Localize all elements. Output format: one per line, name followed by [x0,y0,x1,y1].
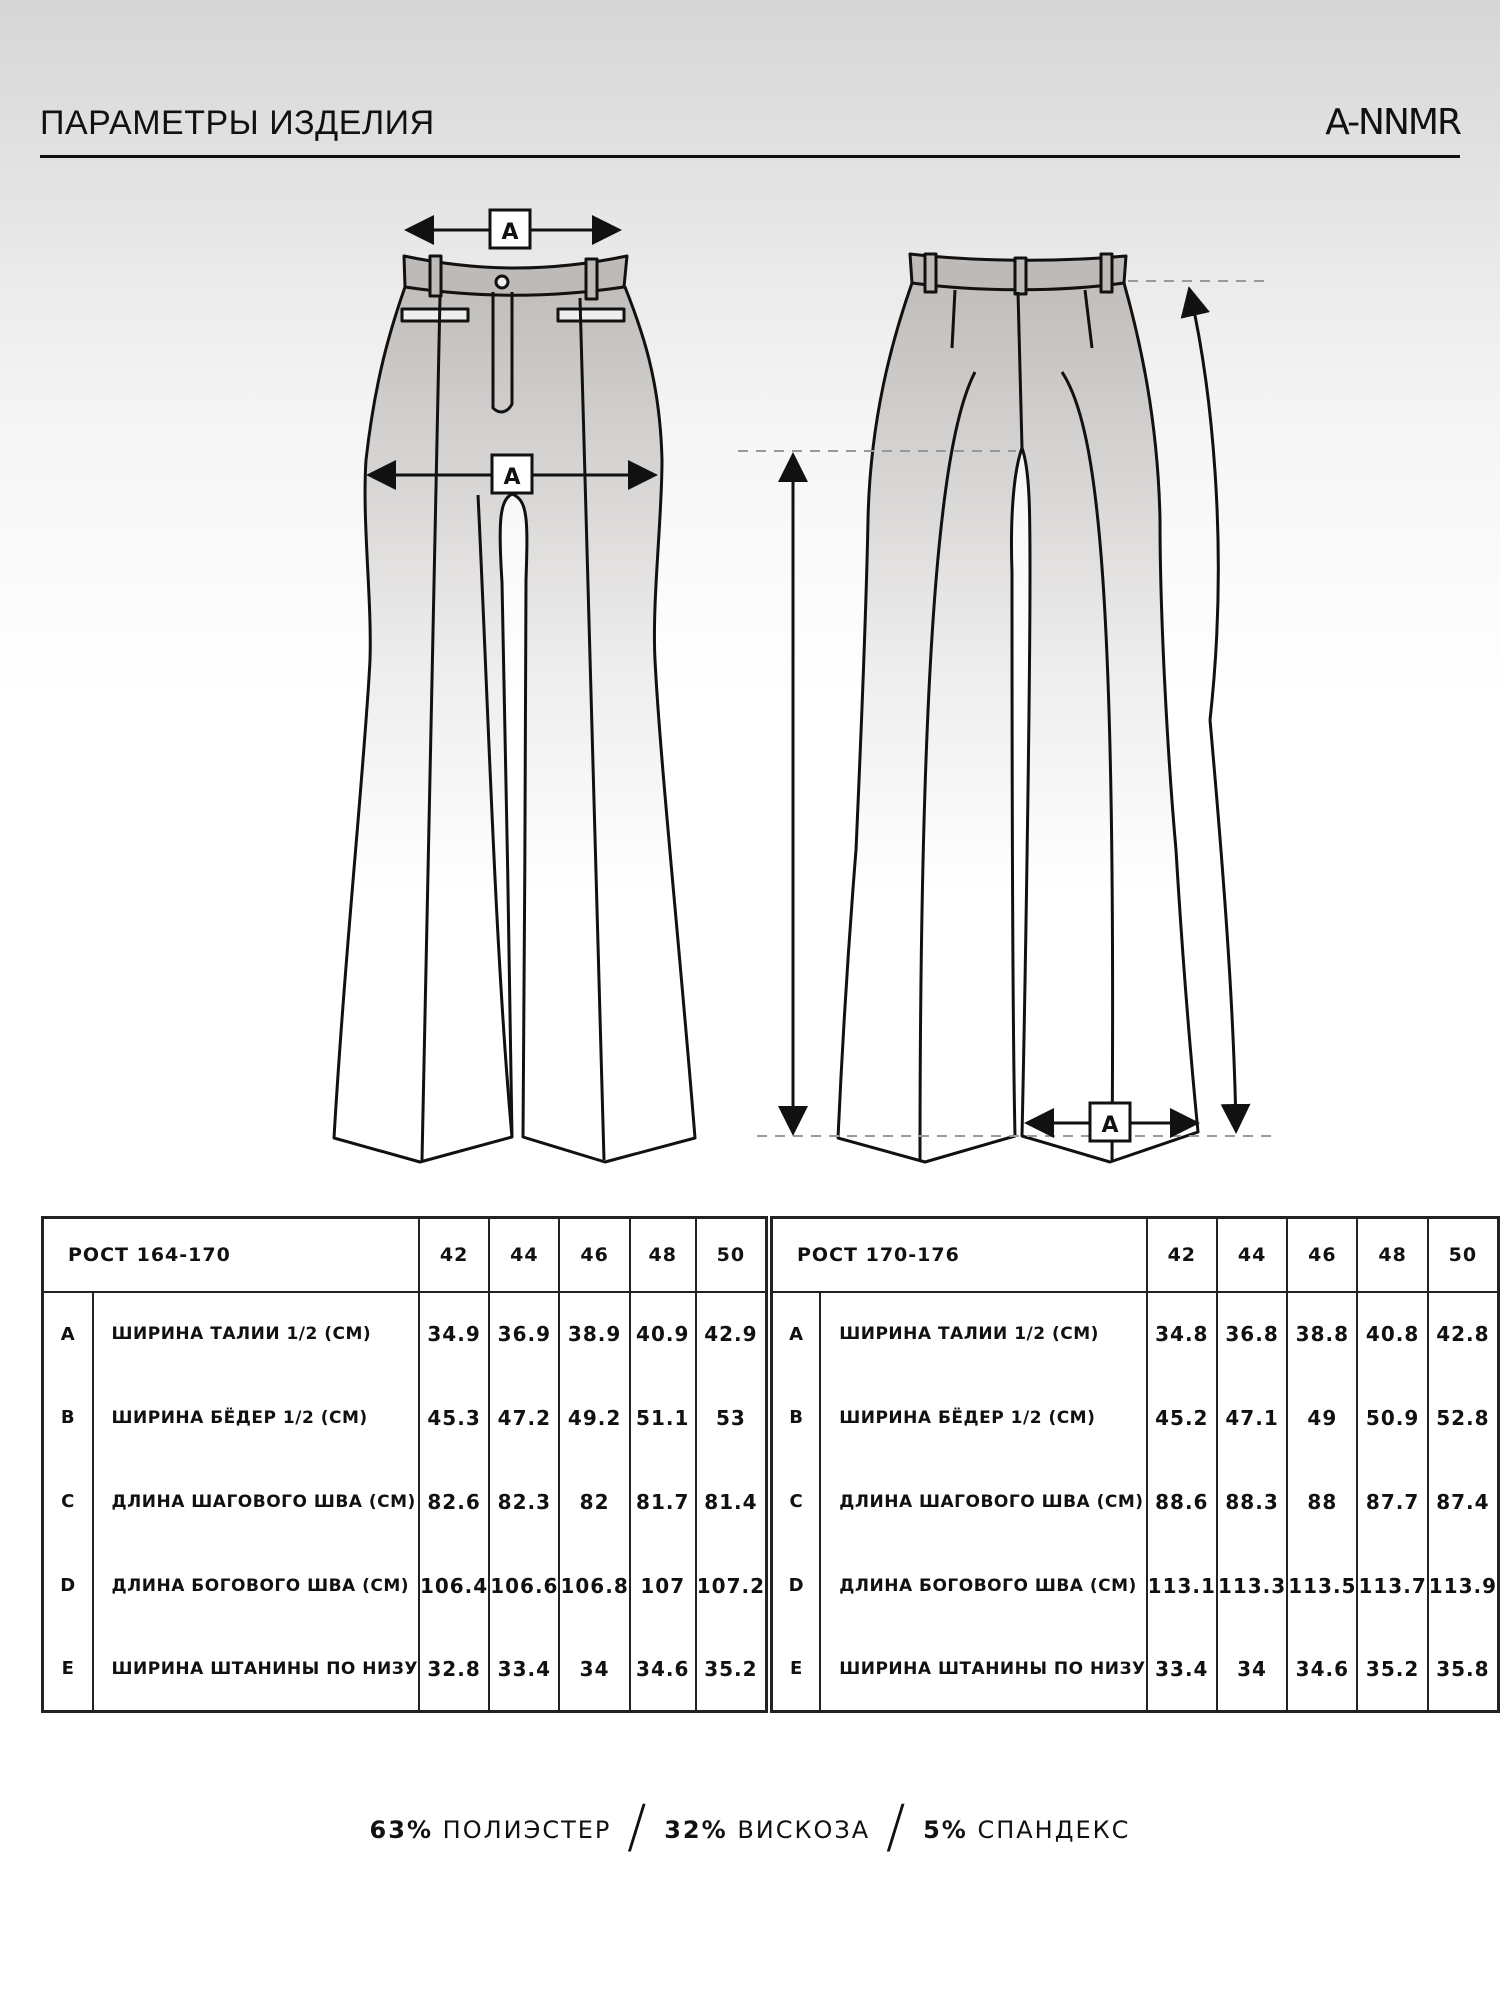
param-name: ШИРИНА ТАЛИИ 1/2 (СМ) [93,1292,419,1376]
table-row [43,1376,767,1460]
waist-measurement-arrow [410,210,616,248]
composition-percent: 32% [664,1816,728,1844]
value-cell: 45.2 [1147,1376,1217,1460]
table-row [43,1292,767,1376]
value-cell: 34.6 [1287,1628,1357,1712]
value-cell: 36.9 [489,1292,559,1376]
marker-label: A [503,465,521,490]
value-cell: 33.4 [489,1628,559,1712]
belt-loop [1101,254,1112,292]
value-cell: 113.3 [1217,1544,1287,1628]
size-header: 42 [1147,1218,1217,1292]
param-name: ДЛИНА ШАГОВОГО ШВА (СМ) [820,1460,1146,1544]
value-cell: 34.9 [419,1292,489,1376]
belt-loop [925,254,936,292]
row-letter: B [43,1376,93,1460]
size-header: 48 [630,1218,696,1292]
back-view [838,254,1198,1162]
value-cell: 35.2 [1357,1628,1427,1712]
size-header: 46 [1287,1218,1357,1292]
value-cell: 106.6 [489,1544,559,1628]
param-name: ДЛИНА БОГОВОГО ШВА (СМ) [820,1544,1146,1628]
table-row [772,1376,1499,1460]
value-cell: 47.1 [1217,1376,1287,1460]
value-cell: 32.8 [419,1628,489,1712]
value-cell: 106.8 [559,1544,629,1628]
composition-material: ВИСКОЗА [737,1816,871,1844]
size-header: 44 [489,1218,559,1292]
value-cell: 40.9 [630,1292,696,1376]
param-name: ШИРИНА ШТАНИНЫ ПО НИЗУ [820,1628,1146,1712]
value-cell: 113.7 [1357,1544,1427,1628]
value-cell: 34 [1217,1628,1287,1712]
value-cell: 34.6 [630,1628,696,1712]
value-cell: 34.8 [1147,1292,1217,1376]
composition-material: ПОЛИЭСТЕР [442,1816,612,1844]
row-letter: C [43,1460,93,1544]
marker-label: A [501,220,519,245]
value-cell: 42.9 [696,1292,767,1376]
param-name: ШИРИНА ТАЛИИ 1/2 (СМ) [820,1292,1146,1376]
belt-loop [586,259,597,299]
value-cell: 106.4 [419,1544,489,1628]
row-letter: B [772,1376,821,1460]
value-cell: 113.1 [1147,1544,1217,1628]
belt-loop [430,256,441,296]
row-letter: C [772,1460,821,1544]
value-cell: 38.8 [1287,1292,1357,1376]
value-cell: 49 [1287,1376,1357,1460]
fabric-composition [0,1792,1500,1866]
size-table-164-170 [41,1216,768,1713]
value-cell: 40.8 [1357,1292,1427,1376]
param-name: ШИРИНА БЁДЕР 1/2 (СМ) [93,1376,419,1460]
front-pocket-right [558,309,624,321]
value-cell: 88 [1287,1460,1357,1544]
param-name: ДЛИНА ШАГОВОГО ШВА (СМ) [93,1460,419,1544]
value-cell: 82.6 [419,1460,489,1544]
divider-slash: / [885,1792,908,1860]
value-cell: 107 [630,1544,696,1628]
row-letter: D [43,1544,93,1628]
size-table-170-176 [770,1216,1500,1713]
divider-slash: / [627,1792,649,1860]
size-header: 50 [696,1218,767,1292]
brand-logo: A-NNMR [1325,102,1460,143]
height-label: РОСТ 164-170 [43,1218,419,1292]
value-cell: 87.7 [1357,1460,1427,1544]
value-cell: 81.7 [630,1460,696,1544]
size-header: 48 [1357,1218,1427,1292]
value-cell: 81.4 [696,1460,767,1544]
value-cell: 52.8 [1428,1376,1499,1460]
value-cell: 35.2 [696,1628,767,1712]
table-row [43,1628,767,1712]
table-row [43,1460,767,1544]
value-cell: 35.8 [1428,1628,1499,1712]
row-letter: E [43,1628,93,1712]
value-cell: 42.8 [1428,1292,1499,1376]
table-row [772,1292,1499,1376]
marker-label: A [1101,1113,1119,1138]
value-cell: 88.3 [1217,1460,1287,1544]
row-letter: A [772,1292,821,1376]
table-row [772,1544,1499,1628]
composition-material: СПАНДЕКС [977,1816,1131,1844]
param-name: ШИРИНА ШТАНИНЫ ПО НИЗУ [93,1628,419,1712]
table-row [772,1628,1499,1712]
value-cell: 82.3 [489,1460,559,1544]
row-letter: A [43,1292,93,1376]
composition-percent: 5% [923,1816,968,1844]
waist-button [496,276,508,288]
row-letter: D [772,1544,821,1628]
value-cell: 49.2 [559,1376,629,1460]
side-seam-length-arrow [1190,292,1236,1128]
front-view [334,256,695,1162]
size-header: 42 [419,1218,489,1292]
front-pants-outline [334,287,695,1162]
value-cell: 113.5 [1287,1544,1357,1628]
value-cell: 36.8 [1217,1292,1287,1376]
composition-percent: 63% [369,1816,433,1844]
param-name: ДЛИНА БОГОВОГО ШВА (СМ) [93,1544,419,1628]
value-cell: 107.2 [696,1544,767,1628]
param-name: ШИРИНА БЁДЕР 1/2 (СМ) [820,1376,1146,1460]
value-cell: 45.3 [419,1376,489,1460]
value-cell: 38.9 [559,1292,629,1376]
value-cell: 82 [559,1460,629,1544]
size-header: 50 [1428,1218,1499,1292]
value-cell: 87.4 [1428,1460,1499,1544]
value-cell: 33.4 [1147,1628,1217,1712]
size-header: 46 [559,1218,629,1292]
value-cell: 47.2 [489,1376,559,1460]
value-cell: 34 [559,1628,629,1712]
value-cell: 113.9 [1428,1544,1499,1628]
front-pocket-left [402,309,468,321]
value-cell: 50.9 [1357,1376,1427,1460]
table-row [43,1544,767,1628]
value-cell: 88.6 [1147,1460,1217,1544]
belt-loop [1015,258,1026,294]
back-pants-outline [838,283,1198,1162]
value-cell: 53 [696,1376,767,1460]
height-label: РОСТ 170-176 [772,1218,1147,1292]
value-cell: 51.1 [630,1376,696,1460]
size-header: 44 [1217,1218,1287,1292]
page-title: ПАРАМЕТРЫ ИЗДЕЛИЯ [40,104,435,142]
row-letter: E [772,1628,821,1712]
table-row [772,1460,1499,1544]
